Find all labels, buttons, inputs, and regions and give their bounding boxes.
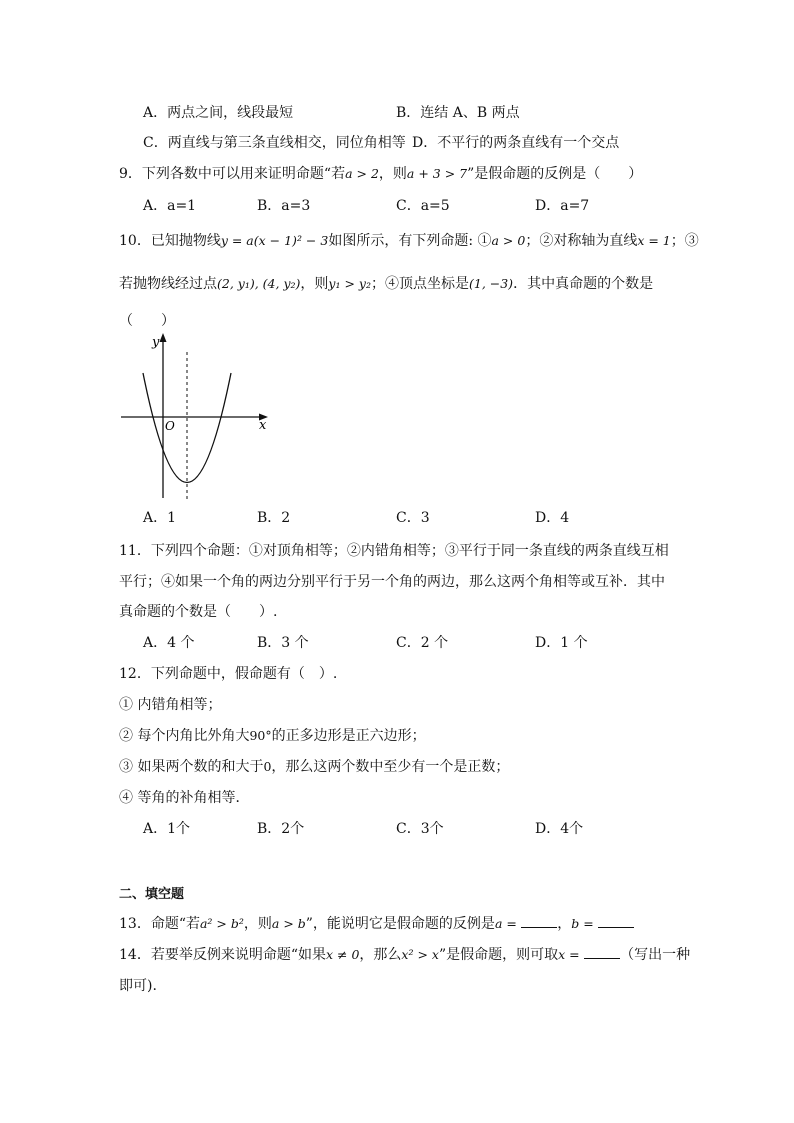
q8-option-a: A．两点之间，线段最短 xyxy=(143,105,294,121)
q12-item-4: ④ 等角的补角相等． xyxy=(119,790,250,806)
q9-option-b: B．a=3 xyxy=(257,198,311,214)
q12-option-a: A．1个 xyxy=(143,821,191,837)
q10-option-c: C．3 xyxy=(396,510,430,526)
q11-option-a: A．4 个 xyxy=(143,635,195,651)
origin-label: O xyxy=(165,419,175,433)
q12-stem: 12．下列命题中，假命题有（ ）. xyxy=(119,666,338,682)
q11-stem-line2: 平行；④如果一个角的两边分别平行于另一个角的两边，那么这两个角相等或互补．其中 xyxy=(119,574,665,590)
q10-stem-line2: 若抛物线经过点(2, y₁), (4, y₂)，则y₁ > y₂；④顶点坐标是(1, −3)．其中真命题的个数是 xyxy=(119,276,654,292)
q12-item-2: ② 每个内角比外角大90°的正多边形是正六边形； xyxy=(119,728,426,744)
q9-conclusion: a + 3 > 7 xyxy=(406,166,468,181)
q10-option-a: A．1 xyxy=(143,510,177,526)
q9-option-c: C．a=5 xyxy=(396,198,450,214)
q8-option-b: B．连结 A、B 两点 xyxy=(396,105,520,121)
q11-stem-line1: 11．下列四个命题：①对顶角相等；②内错角相等；③平行于同一条直线的两条直线互相 xyxy=(119,543,669,559)
q11-stem-line3: 真命题的个数是（ ）. xyxy=(119,604,278,620)
q9-option-a: A．a=1 xyxy=(143,198,197,214)
q14-stem-line1: 14．若要举反例来说明命题“如果x ≠ 0，那么x² > x”是假命题，则可取x = （写出一种 xyxy=(119,947,691,963)
q10-formula: y = a(x − 1)² − 3 xyxy=(220,233,329,248)
q10-option-d: D．4 xyxy=(535,510,570,526)
q9-stem: 9．下列各数中可以用来证明命题“若a > 2，则a + 3 > 7”是假命题的反例是（ ） xyxy=(119,166,643,182)
q8-option-d: D．不平行的两条直线有一个交点 xyxy=(412,135,620,151)
q8-option-c: C．两直线与第三条直线相交，同位角相等 xyxy=(143,135,406,151)
q12-option-b: B．2个 xyxy=(257,821,305,837)
parabola-graph xyxy=(115,330,275,505)
q12-option-d: D．4个 xyxy=(535,821,584,837)
q12-item-3: ③ 如果两个数的和大于0，那么这两个数中至少有一个是正数； xyxy=(119,759,510,775)
q12-option-c: C．3个 xyxy=(396,821,444,837)
q13-blank-b[interactable] xyxy=(598,915,634,928)
q10-option-b: B．2 xyxy=(257,510,291,526)
q11-option-b: B．3 个 xyxy=(257,635,309,651)
y-axis-label: y xyxy=(152,335,160,350)
q13-blank-a[interactable] xyxy=(521,915,557,928)
q10-stem-line1: 10．已知抛物线y = a(x − 1)² − 3如图所示，有下列命题: ①a > 0；②对称轴为直线x = 1；③ xyxy=(119,233,699,249)
q9-condition: a > 2 xyxy=(345,166,379,181)
q10-answer-paren: （ ） xyxy=(119,313,175,329)
q9-option-d: D．a=7 xyxy=(535,198,590,214)
q14-blank-x[interactable] xyxy=(584,946,620,959)
x-axis-label: x xyxy=(259,418,267,433)
y-axis-arrow xyxy=(160,333,167,342)
q14-stem-line2: 即可). xyxy=(119,978,157,994)
q11-option-d: D．1 个 xyxy=(535,635,588,651)
q13-stem: 13．命题“若a² > b²，则a > b”，能说明它是假命题的反例是a = ，b = xyxy=(119,915,634,933)
section-title-fill-in: 二、填空题 xyxy=(119,887,185,902)
q12-item-1: ① 内错角相等； xyxy=(119,697,222,713)
q11-option-c: C．2 个 xyxy=(396,635,449,651)
